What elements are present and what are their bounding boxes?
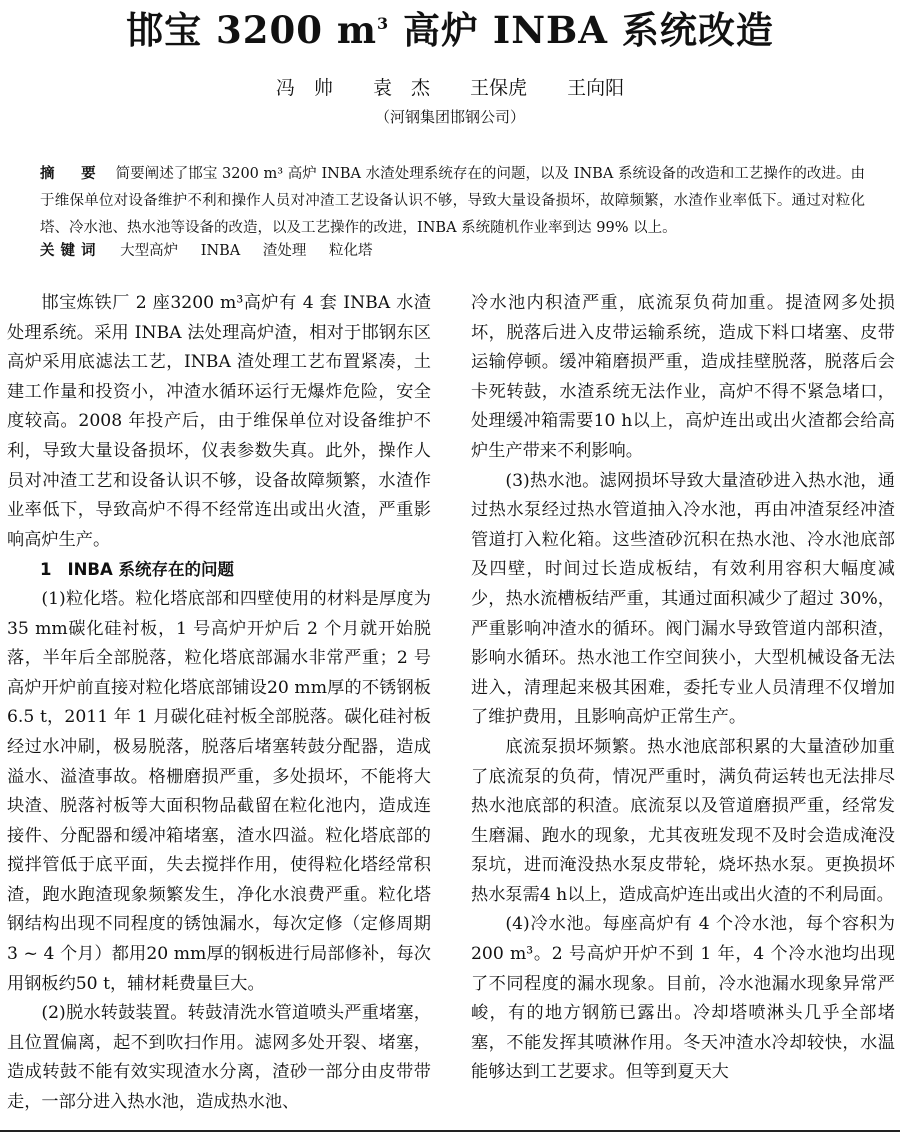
author-1: 冯 帅 <box>275 77 333 99</box>
author-list <box>0 74 900 102</box>
paragraph-drum-continued: 冷水池内积渣严重，底流泵负荷加重。提渣网多处损坏，脱落后进入皮带运输系统，造成下料口堵塞、皮带运输停顿。缓冲箱磨损严重，造成挂壁脱落，脱落后会卡死转鼓，水渣系统无法作业，高炉不得不紧急堵口，处理缓冲箱需要10 h以上，高炉连出或出火渣都会给高炉生产带来不利影响。 <box>471 293 895 461</box>
keywords <box>40 240 865 262</box>
paragraph-cold-water-tank: (4)冷水池。每座高炉有 4 个冷水池，每个容积为 200 m³。2 号高炉开炉不到 1 年，4 个冷水池均出现了不同程度的漏水现象。目前，冷水池漏水现象异常严峻，有的地方钢筋已露出。冷却塔喷淋头几乎全部堵塞，不能发挥其喷淋作用。冬天冲渣水冷却较快，水温能够达到工艺要求。但等到夏天大 <box>471 914 895 1083</box>
title-superscript: 3 <box>377 14 390 33</box>
keyword-3: 渣处理 <box>262 243 307 259</box>
keyword-4: 粒化塔 <box>328 243 373 259</box>
intro-paragraph: 邯宝炼铁厂 2 座3200 m³高炉有 4 套 INBA 水渣处理系统。采用 INBA 法处理高炉渣，相对于邯钢东区高炉采用底滤法工艺，INBA 渣处理工艺布置紧凑，土建工作量和投资小，冲渣水循环运行无爆炸危险，安全度较高。2008 年投产后，由于维保单位对设备维护不利，导致大量设备损坏，仪表参数失真。此外，操作人员对冲渣工艺和设备认识不够，设备故障频繁，水渣作业率低下，导致高炉不得不经常连出或出火渣，严重影响高炉生产。 <box>7 293 431 550</box>
author-2: 袁 杰 <box>372 77 430 99</box>
paragraph-drum: (2)脱水转鼓装置。转鼓清洗水管道喷头严重堵塞，且位置偏离，起不到吹扫作用。滤网多处开裂、堵塞，造成转鼓不能有效实现渣水分离，渣砂一部分由皮带带走，一部分进入热水池，造成热水池、 <box>7 1003 431 1113</box>
left-column <box>7 289 431 1118</box>
abstract-text: 简要阐述了邯宝 3200 m³ 高炉 INBA 水渣处理系统存在的问题，以及 INBA 系统设备的改造和工艺操作的改进。由于维保单位对设备维护不利和操作人员对冲渣工艺设备认识不够，导致大量设备损坏，故障频繁，水渣作业率低下。通过对粒化塔、冷水池、热水池等设备的改造，以及工艺操作的改进，INBA 系统随机作业率到达 99% 以上。 <box>40 166 866 236</box>
section-heading <box>7 555 431 585</box>
title-main: 邯宝 3200 m <box>126 8 377 52</box>
keyword-1: 大型高炉 <box>120 243 179 259</box>
right-column <box>471 289 895 1088</box>
paragraph-granulation-tower: (1)粒化塔。粒化塔底部和四壁使用的材料是厚度为35 mm碳化硅衬板，1 号高炉开炉后 2 个月就开始脱落，半年后全部脱落，粒化塔底部漏水非常严重；2 号高炉开炉前直接对粒化塔底部铺设20 mm厚的不锈钢板6.5 t，2011 年 1 月碳化硅衬板全部脱落。碳化硅衬板经过水冲刷，极易脱落，脱落后堵塞转鼓分配器，造成溢水、溢渣事故。格栅磨损严重，多处损坏，不能将大块渣、脱落衬板等大面积物品截留在粒化池内，造成连接件、分配器和缓冲箱堵塞，渣水四溢。粒化塔底部的搅拌管低于底平面，失去搅拌作用，使得粒化塔经常积渣，跑水跑渣现象频繁发生，净化水浪费严重。粒化塔钢结构出现不同程度的锈蚀漏水，每次定修（定修周期 3 ~ 4 个月）都用20 mm厚的钢板进行局部修补，每次用钢板约50 t，辅材耗费量巨大。 <box>7 588 431 994</box>
affiliation: （河钢集团邯钢公司） <box>374 108 525 126</box>
paragraph-underflow-pump: 底流泵损坏频繁。热水池底部积累的大量渣砂加重了底流泵的负荷，情况严重时，满负荷运转也无法排尽热水池底部的积渣。底流泵以及管道磨损严重，经常发生磨漏、跑水的现象，尤其夜班发现不及时会造成淹没泵坑，进而淹没热水泵皮带轮，烧坏热水泵。更换损坏热水泵需4 h以上，造成高炉连出或出火渣的不利局面。 <box>471 736 895 905</box>
paragraph-hot-water-tank: (3)热水池。滤网损坏导致大量渣砂进入热水池，通过热水泵经过热水管道抽入冷水池，再由冲渣泵经冲渣管道打入粒化箱。这些渣砂沉积在热水池、冷水池底部及四壁，时间过长造成板结，有效利用容积大幅度减少，热水流槽板结严重，其通过面积减少了超过 30%，严重影响冲渣水的循环。阀门漏水导致管道内部积渣，影响水循环。热水池工作空间狭小，大型机械设备无法进入，清理起来极其困难，委托专业人员清理不仅增加了维护费用，且影响高炉正常生产。 <box>471 470 895 728</box>
section-title: INBA 系统存在的问题 <box>67 560 235 580</box>
abstract <box>40 160 865 242</box>
abstract-label: 摘 要 <box>40 165 102 182</box>
keywords-label: 关键词 <box>40 242 102 259</box>
title-rest: 高炉 INBA 系统改造 <box>389 8 774 52</box>
paper-title <box>0 8 900 52</box>
author-4: 王向阳 <box>567 77 625 99</box>
bottom-rule <box>0 1130 900 1132</box>
author-3: 王保虎 <box>470 77 528 99</box>
keyword-2: INBA <box>200 243 241 259</box>
section-number: 1 <box>40 560 52 580</box>
